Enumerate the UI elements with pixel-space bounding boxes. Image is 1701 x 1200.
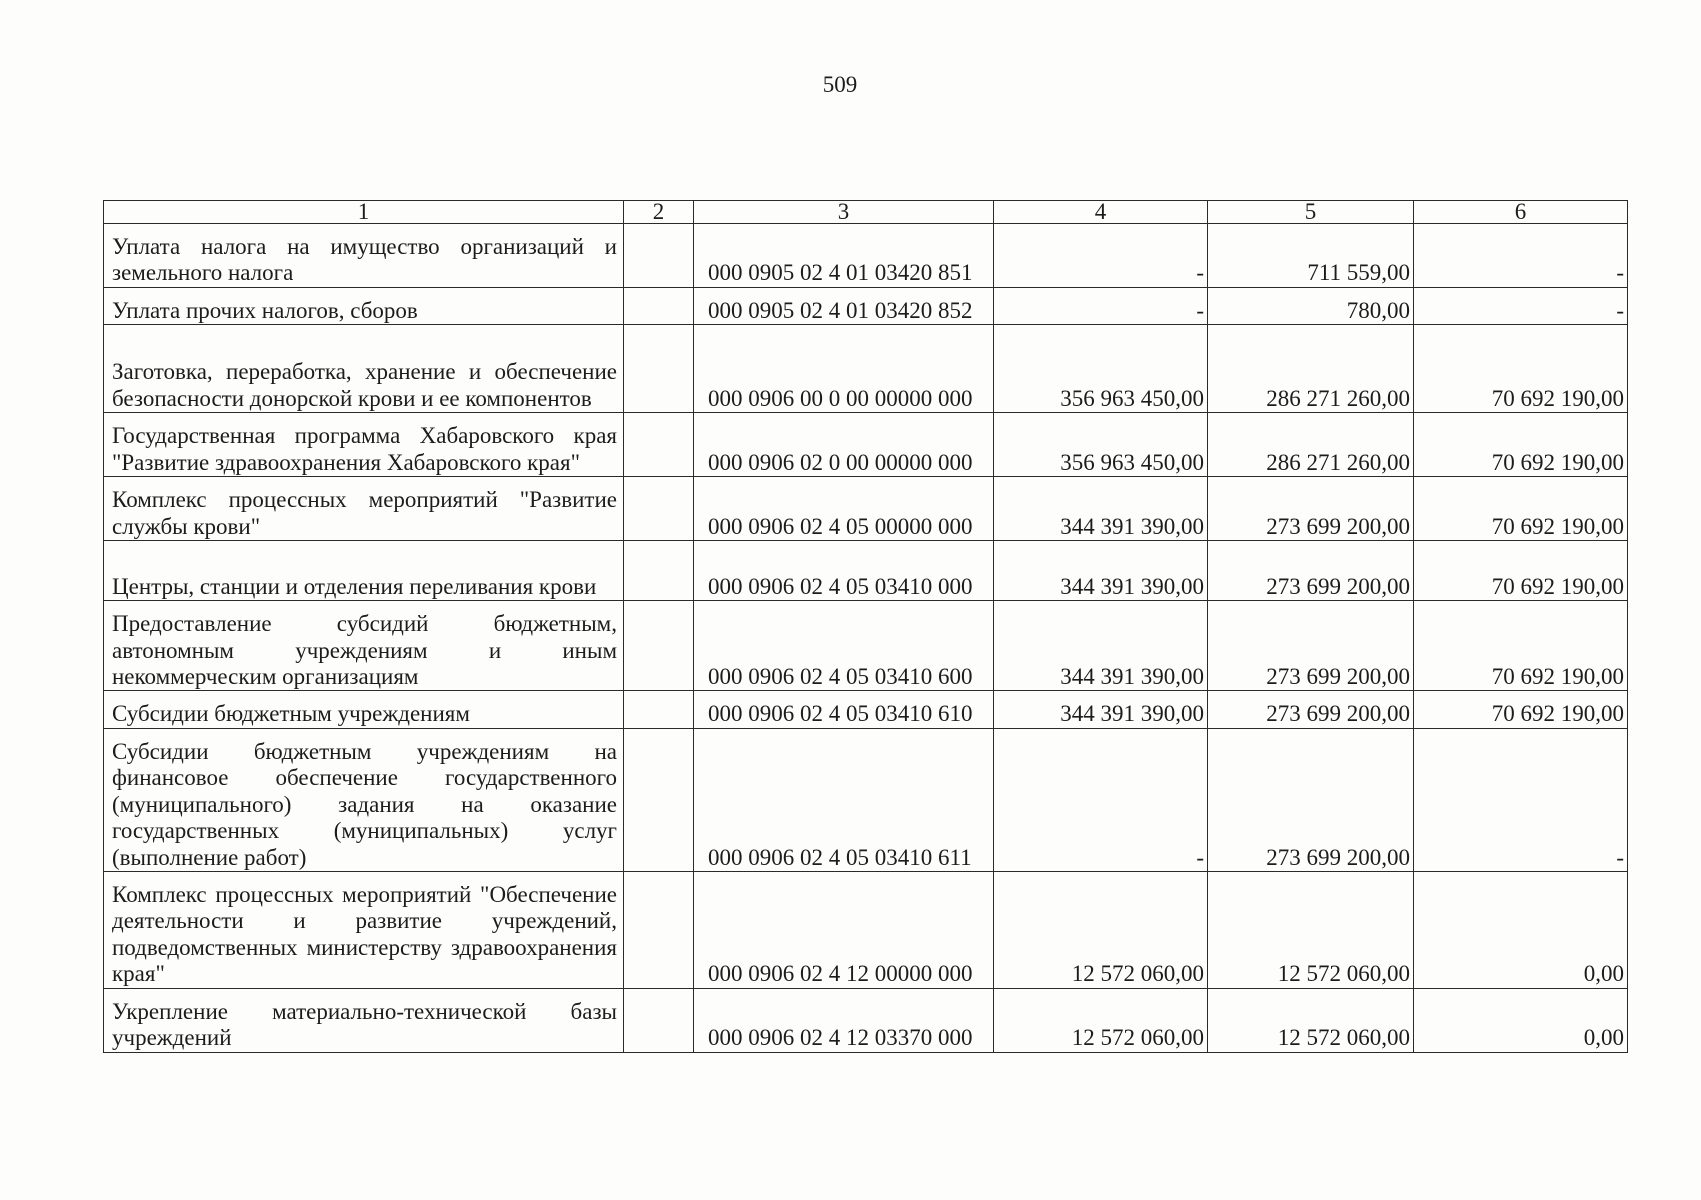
item-col2: [624, 287, 694, 324]
table-row: [104, 872, 1628, 989]
item-value-6: 0,00: [1414, 988, 1628, 1052]
table-row: [104, 988, 1628, 1052]
item-name: Субсидии бюджетным учреждениям: [104, 691, 624, 728]
item-value-6: -: [1414, 728, 1628, 871]
item-value-5: 12 572 060,00: [1208, 988, 1414, 1052]
item-value-5: 780,00: [1208, 287, 1414, 324]
item-value-6: 0,00: [1414, 872, 1628, 989]
item-code: 000 0906 02 4 12 03370 000: [694, 988, 994, 1052]
item-name: Комплекс процессных мероприятий "Обеспечение деятельности и развитие учреждений, подведомственных министерству здравоохранения края": [104, 872, 624, 989]
column-header-3: 3: [694, 201, 994, 224]
item-value-5: 273 699 200,00: [1208, 477, 1414, 541]
table-row: [104, 728, 1628, 871]
item-value-5: 273 699 200,00: [1208, 691, 1414, 728]
item-col2: [624, 413, 694, 477]
table-body: [104, 224, 1628, 1053]
item-value-4: -: [994, 287, 1208, 324]
item-name: Заготовка, переработка, хранение и обеспечение безопасности донорской крови и ее компонентов: [104, 325, 624, 413]
item-col2: [624, 988, 694, 1052]
header-row: [104, 201, 1628, 224]
table-row: [104, 601, 1628, 691]
item-code: 000 0906 02 4 05 03410 610: [694, 691, 994, 728]
item-name: Комплекс процессных мероприятий "Развитие службы крови": [104, 477, 624, 541]
table-row: [104, 287, 1628, 324]
column-header-4: 4: [994, 201, 1208, 224]
item-name: Укрепление материально-технической базы учреждений: [104, 988, 624, 1052]
table-row: [104, 224, 1628, 288]
item-value-6: 70 692 190,00: [1414, 601, 1628, 691]
item-value-4: 344 391 390,00: [994, 477, 1208, 541]
item-value-4: -: [994, 224, 1208, 288]
item-value-4: 356 963 450,00: [994, 413, 1208, 477]
item-value-4: 12 572 060,00: [994, 988, 1208, 1052]
item-name: Предоставление субсидий бюджетным, автономным учреждениям и иным некоммерческим организациям: [104, 601, 624, 691]
item-col2: [624, 325, 694, 413]
item-value-6: 70 692 190,00: [1414, 691, 1628, 728]
column-header-2: 2: [624, 201, 694, 224]
item-value-5: 273 699 200,00: [1208, 541, 1414, 601]
item-code: 000 0906 02 4 05 00000 000: [694, 477, 994, 541]
item-name: Уплата прочих налогов, сборов: [104, 287, 624, 324]
item-col2: [624, 691, 694, 728]
item-col2: [624, 601, 694, 691]
item-name: Государственная программа Хабаровского края "Развитие здравоохранения Хабаровского края": [104, 413, 624, 477]
item-code: 000 0905 02 4 01 03420 851: [694, 224, 994, 288]
item-value-5: 286 271 260,00: [1208, 413, 1414, 477]
item-name: Уплата налога на имущество организаций и земельного налога: [104, 224, 624, 288]
item-code: 000 0906 00 0 00 00000 000: [694, 325, 994, 413]
item-col2: [624, 872, 694, 989]
item-name: Субсидии бюджетным учреждениям на финансовое обеспечение государственного (муниципального) задания на оказание государственных (муниципальных) услуг (выполнение работ): [104, 728, 624, 871]
item-col2: [624, 541, 694, 601]
item-code: 000 0906 02 0 00 00000 000: [694, 413, 994, 477]
column-header-6: 6: [1414, 201, 1628, 224]
item-value-6: 70 692 190,00: [1414, 413, 1628, 477]
item-value-6: -: [1414, 287, 1628, 324]
column-header-1: 1: [104, 201, 624, 224]
item-code: 000 0906 02 4 12 00000 000: [694, 872, 994, 989]
item-value-6: 70 692 190,00: [1414, 541, 1628, 601]
item-value-6: 70 692 190,00: [1414, 477, 1628, 541]
table-header: [104, 201, 1628, 224]
item-code: 000 0906 02 4 05 03410 611: [694, 728, 994, 871]
table-row: [104, 325, 1628, 413]
item-value-4: 344 391 390,00: [994, 601, 1208, 691]
column-header-5: 5: [1208, 201, 1414, 224]
item-code: 000 0905 02 4 01 03420 852: [694, 287, 994, 324]
item-col2: [624, 224, 694, 288]
budget-table: [103, 200, 1628, 1053]
item-code: 000 0906 02 4 05 03410 000: [694, 541, 994, 601]
item-value-6: 70 692 190,00: [1414, 325, 1628, 413]
item-value-6: -: [1414, 224, 1628, 288]
table-row: [104, 691, 1628, 728]
item-col2: [624, 728, 694, 871]
table-row: [104, 413, 1628, 477]
item-value-4: 12 572 060,00: [994, 872, 1208, 989]
item-value-5: 711 559,00: [1208, 224, 1414, 288]
item-value-4: -: [994, 728, 1208, 871]
item-value-4: 344 391 390,00: [994, 541, 1208, 601]
page-number: 509: [822, 72, 858, 97]
item-value-4: 356 963 450,00: [994, 325, 1208, 413]
item-code: 000 0906 02 4 05 03410 600: [694, 601, 994, 691]
item-value-5: 12 572 060,00: [1208, 872, 1414, 989]
table-row: [104, 541, 1628, 601]
item-value-5: 273 699 200,00: [1208, 728, 1414, 871]
item-value-5: 286 271 260,00: [1208, 325, 1414, 413]
item-name: Центры, станции и отделения переливания крови: [104, 541, 624, 601]
item-col2: [624, 477, 694, 541]
item-value-5: 273 699 200,00: [1208, 601, 1414, 691]
table-row: [104, 477, 1628, 541]
item-value-4: 344 391 390,00: [994, 691, 1208, 728]
